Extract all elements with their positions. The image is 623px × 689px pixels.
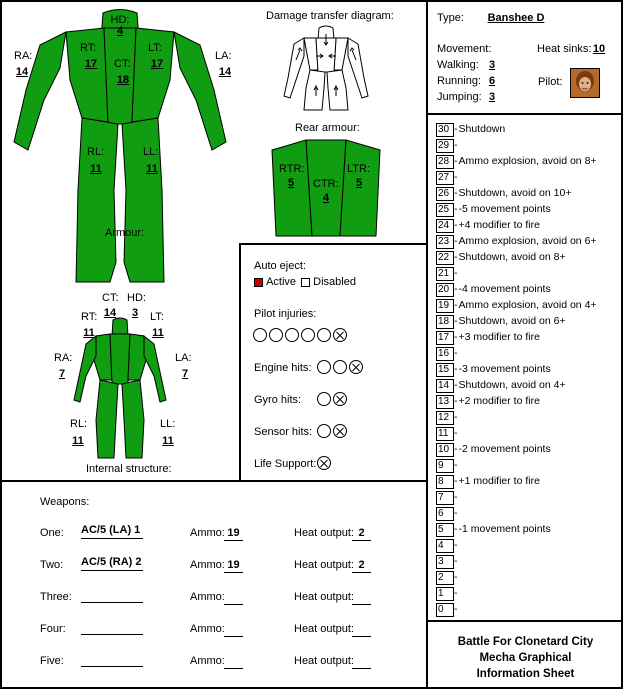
heat-level-dash: -: [454, 251, 458, 263]
armour-hd-label: HD:: [110, 14, 130, 26]
footer-line-1: Battle For Clonetard City: [457, 636, 594, 648]
weapon-ammo-field[interactable]: [224, 655, 243, 669]
pilot-injuries-boxes: [253, 328, 349, 342]
pilot-injury-circle[interactable]: [253, 328, 267, 342]
heat-level-dash: -: [454, 219, 458, 231]
heat-scale-row[interactable]: [436, 411, 459, 425]
damage-transfer-title: Damage transfer diagram:: [266, 10, 394, 22]
weapon-ammo-label: Ammo:: [190, 527, 225, 539]
weapons-title: Weapons:: [40, 496, 90, 508]
footer-line-3: Information Sheet: [476, 668, 575, 680]
heat-level-box[interactable]: 1: [436, 587, 454, 601]
heat-level-box[interactable]: 20: [436, 283, 454, 297]
heat-level-box[interactable]: 22: [436, 251, 454, 265]
heat-level-dash: -: [454, 347, 458, 359]
walking-value: 3: [488, 59, 496, 71]
heat-level-dash: -: [454, 139, 458, 151]
walking-label: Walking:: [437, 59, 479, 71]
rear-ctr-label: CTR:: [313, 178, 339, 190]
rear-ltr-value: 5: [355, 177, 363, 189]
heat-level-box[interactable]: 15: [436, 363, 454, 377]
heat-level-dash: -: [454, 379, 458, 391]
heat-effect-text: +3 modifier to fire: [458, 331, 540, 343]
armour-hd-value: 4: [116, 25, 124, 37]
heat-level-dash: -: [454, 523, 458, 535]
weapon-heat-label: Heat output:: [294, 559, 354, 571]
heat-scale-row[interactable]: [436, 315, 566, 329]
heat-scale-row[interactable]: [436, 475, 540, 489]
gyro-hit-fatal-circle[interactable]: [333, 392, 347, 406]
internal-lt-value: 11: [152, 327, 164, 339]
heat-level-box[interactable]: 25: [436, 203, 454, 217]
armour-ll-value: 11: [146, 163, 158, 175]
engine-hits-label: Engine hits:: [254, 362, 312, 374]
engine-hits-boxes: [317, 360, 365, 374]
heat-level-box[interactable]: 18: [436, 315, 454, 329]
heat-level-box[interactable]: 13: [436, 395, 454, 409]
armour-lt-value: 17: [150, 58, 164, 70]
rear-armour-title: Rear armour:: [295, 122, 360, 134]
heat-scale-row[interactable]: [436, 219, 540, 233]
heat-level-dash: -: [454, 459, 458, 471]
life-support-label: Life Support:: [254, 458, 317, 470]
weapon-ammo-field[interactable]: 19: [224, 559, 243, 573]
heat-scale-row[interactable]: [436, 443, 551, 457]
heat-effect-text: -1 movement points: [458, 523, 551, 535]
internal-rl-label: RL:: [70, 418, 88, 430]
weapon-name-field[interactable]: AC/5 (RA) 2: [81, 556, 143, 571]
armour-rl-label: RL:: [87, 146, 105, 158]
weapon-heat-field[interactable]: 2: [352, 527, 371, 541]
armour-ra-label: RA:: [14, 50, 33, 62]
heat-level-box[interactable]: 24: [436, 219, 454, 233]
armour-rt-label: RT:: [80, 42, 97, 54]
life-support-boxes: [317, 456, 333, 470]
weapon-heat-field[interactable]: [352, 623, 371, 637]
heat-level-box[interactable]: 5: [436, 523, 454, 537]
internal-la-value: 7: [181, 368, 189, 380]
weapon-name-field[interactable]: [81, 620, 143, 635]
armour-ct-value: 18: [116, 74, 130, 86]
movement-label: Movement:: [437, 43, 492, 55]
auto-eject-active-label: Active: [266, 276, 297, 289]
running-label: Running:: [437, 75, 482, 87]
weapon-heat-label: Heat output:: [294, 591, 354, 603]
heat-level-dash: -: [454, 235, 458, 247]
heat-scale-row[interactable]: [436, 123, 505, 137]
weapon-ammo-field[interactable]: 19: [224, 527, 243, 541]
heat-level-dash: -: [454, 267, 458, 279]
heat-scale-row[interactable]: [436, 171, 459, 185]
heat-level-dash: -: [454, 283, 458, 295]
weapon-ammo-label: Ammo:: [190, 623, 225, 635]
heat-scale-row[interactable]: [436, 235, 597, 249]
armour-ra-value: 14: [15, 66, 29, 78]
jumping-value: 3: [488, 91, 496, 103]
internal-rt-value: 11: [83, 327, 95, 339]
sensor-hit-circle[interactable]: [317, 424, 331, 438]
heat-level-dash: -: [454, 123, 458, 135]
weapon-heat-field[interactable]: [352, 655, 371, 669]
heat-level-dash: -: [454, 603, 458, 615]
heat-effect-text: Ammo explosion, avoid on 6+: [458, 235, 597, 247]
heat-effect-text: +2 modifier to fire: [458, 395, 540, 407]
heat-scale-row[interactable]: [436, 555, 459, 569]
weapon-ammo-label: Ammo:: [190, 591, 225, 603]
heat-effect-text: +4 modifier to fire: [458, 219, 540, 231]
jumping-label: Jumping:: [437, 91, 482, 103]
gyro-hits-label: Gyro hits:: [254, 394, 302, 406]
heat-level-dash: -: [454, 331, 458, 343]
life-support-circle[interactable]: [317, 456, 331, 470]
heat-level-dash: -: [454, 555, 458, 567]
footer-title: [428, 634, 623, 682]
pilot-injury-fatal-circle[interactable]: [333, 328, 347, 342]
heat-effect-text: Shutdown, avoid on 4+: [458, 379, 566, 391]
heat-level-dash: -: [454, 363, 458, 375]
internal-rl-value: 11: [72, 435, 84, 447]
heat-level-box[interactable]: 30: [436, 123, 454, 137]
gyro-hit-circle[interactable]: [317, 392, 331, 406]
armour-rt-value: 17: [84, 58, 98, 70]
running-value: 6: [488, 75, 496, 87]
heat-scale-row[interactable]: [436, 603, 459, 617]
heat-sinks-value: 10: [592, 43, 606, 55]
sensor-hits-label: Sensor hits:: [254, 426, 313, 438]
internal-hd-value: 3: [131, 307, 139, 319]
heat-level-box[interactable]: 28: [436, 155, 454, 169]
pilot-injury-circle[interactable]: [301, 328, 315, 342]
type-label: Type:: [437, 12, 464, 24]
heat-scale-row[interactable]: [436, 459, 459, 473]
heat-level-dash: -: [454, 491, 458, 503]
weapon-heat-field[interactable]: [352, 591, 371, 605]
armour-la-label: LA:: [215, 50, 232, 62]
armour-la-value: 14: [218, 66, 232, 78]
heat-sinks-label: Heat sinks:: [537, 43, 592, 55]
heat-scale-row[interactable]: [436, 331, 540, 345]
heat-effect-text: Shutdown, avoid on 6+: [458, 315, 566, 327]
heat-scale-row[interactable]: [436, 379, 566, 393]
type-value: Banshee D: [487, 12, 545, 24]
heat-scale-row[interactable]: [436, 523, 551, 537]
heat-level-dash: -: [454, 587, 458, 599]
weapon-ammo-field[interactable]: [224, 623, 243, 637]
heat-effect-text: Ammo explosion, avoid on 8+: [458, 155, 597, 167]
heat-level-box[interactable]: 12: [436, 411, 454, 425]
heat-level-box[interactable]: 29: [436, 139, 454, 153]
heat-scale-row[interactable]: [436, 347, 459, 361]
pilot-injury-circle[interactable]: [317, 328, 331, 342]
heat-effect-text: +1 modifier to fire: [458, 475, 540, 487]
heat-level-box[interactable]: 4: [436, 539, 454, 553]
rear-rtr-value: 5: [287, 177, 295, 189]
weapon-heat-label: Heat output:: [294, 527, 354, 539]
heat-scale-row[interactable]: [436, 507, 459, 521]
rear-rtr-label: RTR:: [279, 163, 305, 175]
weapon-ammo-label: Ammo:: [190, 655, 225, 667]
heat-level-box[interactable]: 23: [436, 235, 454, 249]
armour-lt-label: LT:: [148, 42, 162, 54]
weapon-ammo-field[interactable]: [224, 591, 243, 605]
heat-level-box[interactable]: 0: [436, 603, 454, 617]
pilot-injury-circle[interactable]: [269, 328, 283, 342]
heat-effect-text: Shutdown, avoid on 10+: [458, 187, 572, 199]
auto-eject-active-checkbox[interactable]: [254, 278, 263, 287]
sensor-hit-fatal-circle[interactable]: [333, 424, 347, 438]
armour-caption: Armour:: [105, 227, 145, 239]
internal-ct-label: CT:: [102, 292, 119, 304]
auto-eject-options: [254, 276, 356, 288]
weapon-heat-field[interactable]: 2: [352, 559, 371, 573]
weapon-heat-label: Heat output:: [294, 623, 354, 635]
armour-rl-value: 11: [90, 163, 102, 175]
engine-hit-circle[interactable]: [333, 360, 347, 374]
internal-structure-caption: Internal structure:: [86, 463, 172, 475]
internal-ct-value: 14: [103, 307, 117, 319]
heat-scale-row[interactable]: [436, 283, 551, 297]
heat-scale-row[interactable]: [436, 491, 459, 505]
weapon-heat-label: Heat output:: [294, 655, 354, 667]
heat-scale-row[interactable]: [436, 251, 566, 265]
heat-level-dash: -: [454, 299, 458, 311]
heat-level-dash: -: [454, 571, 458, 583]
heat-level-dash: -: [454, 203, 458, 215]
rear-ltr-label: LTR:: [347, 163, 371, 175]
heat-scale-row[interactable]: [436, 571, 459, 585]
heat-level-dash: -: [454, 187, 458, 199]
heat-scale-row[interactable]: [436, 427, 459, 441]
heat-level-dash: -: [454, 427, 458, 439]
heat-scale-row[interactable]: [436, 139, 459, 153]
gyro-hits-boxes: [317, 392, 349, 406]
heat-level-box[interactable]: 16: [436, 347, 454, 361]
heat-level-box[interactable]: 11: [436, 427, 454, 441]
heat-scale-row[interactable]: [436, 203, 551, 217]
pilot-injury-circle[interactable]: [285, 328, 299, 342]
heat-scale-row[interactable]: [436, 587, 459, 601]
heat-scale-row[interactable]: [436, 539, 459, 553]
heat-effect-text: -5 movement points: [458, 203, 551, 215]
heat-level-dash: -: [454, 315, 458, 327]
footer-line-2: Mecha Graphical: [479, 652, 572, 664]
internal-ra-value: 7: [58, 368, 66, 380]
heat-level-box[interactable]: 6: [436, 507, 454, 521]
weapon-name-field[interactable]: [81, 652, 143, 667]
heat-effect-text: Shutdown, avoid on 8+: [458, 251, 566, 263]
heat-level-box[interactable]: 9: [436, 459, 454, 473]
auto-eject-disabled-checkbox[interactable]: [301, 278, 310, 287]
heat-effect-text: -2 movement points: [458, 443, 551, 455]
weapon-name-field[interactable]: [81, 588, 143, 603]
auto-eject-label: Auto eject:: [254, 260, 306, 272]
heat-level-dash: -: [454, 475, 458, 487]
engine-hit-circle[interactable]: [317, 360, 331, 374]
internal-rt-label: RT:: [81, 311, 98, 323]
heat-level-dash: -: [454, 155, 458, 167]
heat-level-dash: -: [454, 411, 458, 423]
heat-level-box[interactable]: 10: [436, 443, 454, 457]
heat-level-box[interactable]: 26: [436, 187, 454, 201]
weapon-ammo-label: Ammo:: [190, 559, 225, 571]
rear-ctr-value: 4: [322, 192, 330, 204]
heat-effect-text: Ammo explosion, avoid on 4+: [458, 299, 597, 311]
heat-level-dash: -: [454, 507, 458, 519]
heat-level-dash: -: [454, 443, 458, 455]
heat-scale-row[interactable]: [436, 155, 597, 169]
heat-effect-text: Shutdown: [458, 123, 506, 135]
heat-scale-row[interactable]: [436, 395, 540, 409]
internal-hd-label: HD:: [127, 292, 146, 304]
sensor-hits-boxes: [317, 424, 349, 438]
pilot-injuries-label: Pilot injuries:: [254, 308, 317, 320]
engine-hit-fatal-circle[interactable]: [349, 360, 363, 374]
weapon-slot-label: Three:: [40, 591, 72, 603]
heat-effect-text: -3 movement points: [458, 363, 551, 375]
heat-level-box[interactable]: 2: [436, 571, 454, 585]
heat-level-box[interactable]: 21: [436, 267, 454, 281]
weapon-slot-label: Two:: [40, 559, 64, 571]
internal-ll-label: LL:: [160, 418, 176, 430]
pilot-portrait-avatar[interactable]: [570, 68, 600, 98]
weapon-slot-label: One:: [40, 527, 64, 539]
pilot-label: Pilot:: [538, 76, 563, 88]
internal-ra-label: RA:: [54, 352, 73, 364]
heat-level-box[interactable]: 17: [436, 331, 454, 345]
heat-effect-text: -4 movement points: [458, 283, 551, 295]
heat-level-dash: -: [454, 395, 458, 407]
weapon-slot-label: Five:: [40, 655, 64, 667]
heat-level-dash: -: [454, 171, 458, 183]
heat-scale-row[interactable]: [436, 267, 459, 281]
armour-ct-label: CT:: [114, 58, 131, 70]
weapon-name-field[interactable]: AC/5 (LA) 1: [81, 524, 143, 539]
heat-scale-row[interactable]: [436, 187, 571, 201]
heat-scale-row[interactable]: [436, 363, 551, 377]
auto-eject-disabled-label: Disabled: [313, 276, 356, 289]
armour-ll-label: LL:: [143, 146, 159, 158]
internal-ll-value: 11: [162, 435, 174, 447]
heat-level-box[interactable]: 14: [436, 379, 454, 393]
internal-la-label: LA:: [175, 352, 192, 364]
heat-level-dash: -: [454, 539, 458, 551]
heat-scale-row[interactable]: [436, 299, 597, 313]
weapon-slot-label: Four:: [40, 623, 66, 635]
heat-level-box[interactable]: 8: [436, 475, 454, 489]
internal-lt-label: LT:: [150, 311, 164, 323]
heat-level-box[interactable]: 7: [436, 491, 454, 505]
heat-level-box[interactable]: 27: [436, 171, 454, 185]
heat-level-box[interactable]: 3: [436, 555, 454, 569]
heat-level-box[interactable]: 19: [436, 299, 454, 313]
